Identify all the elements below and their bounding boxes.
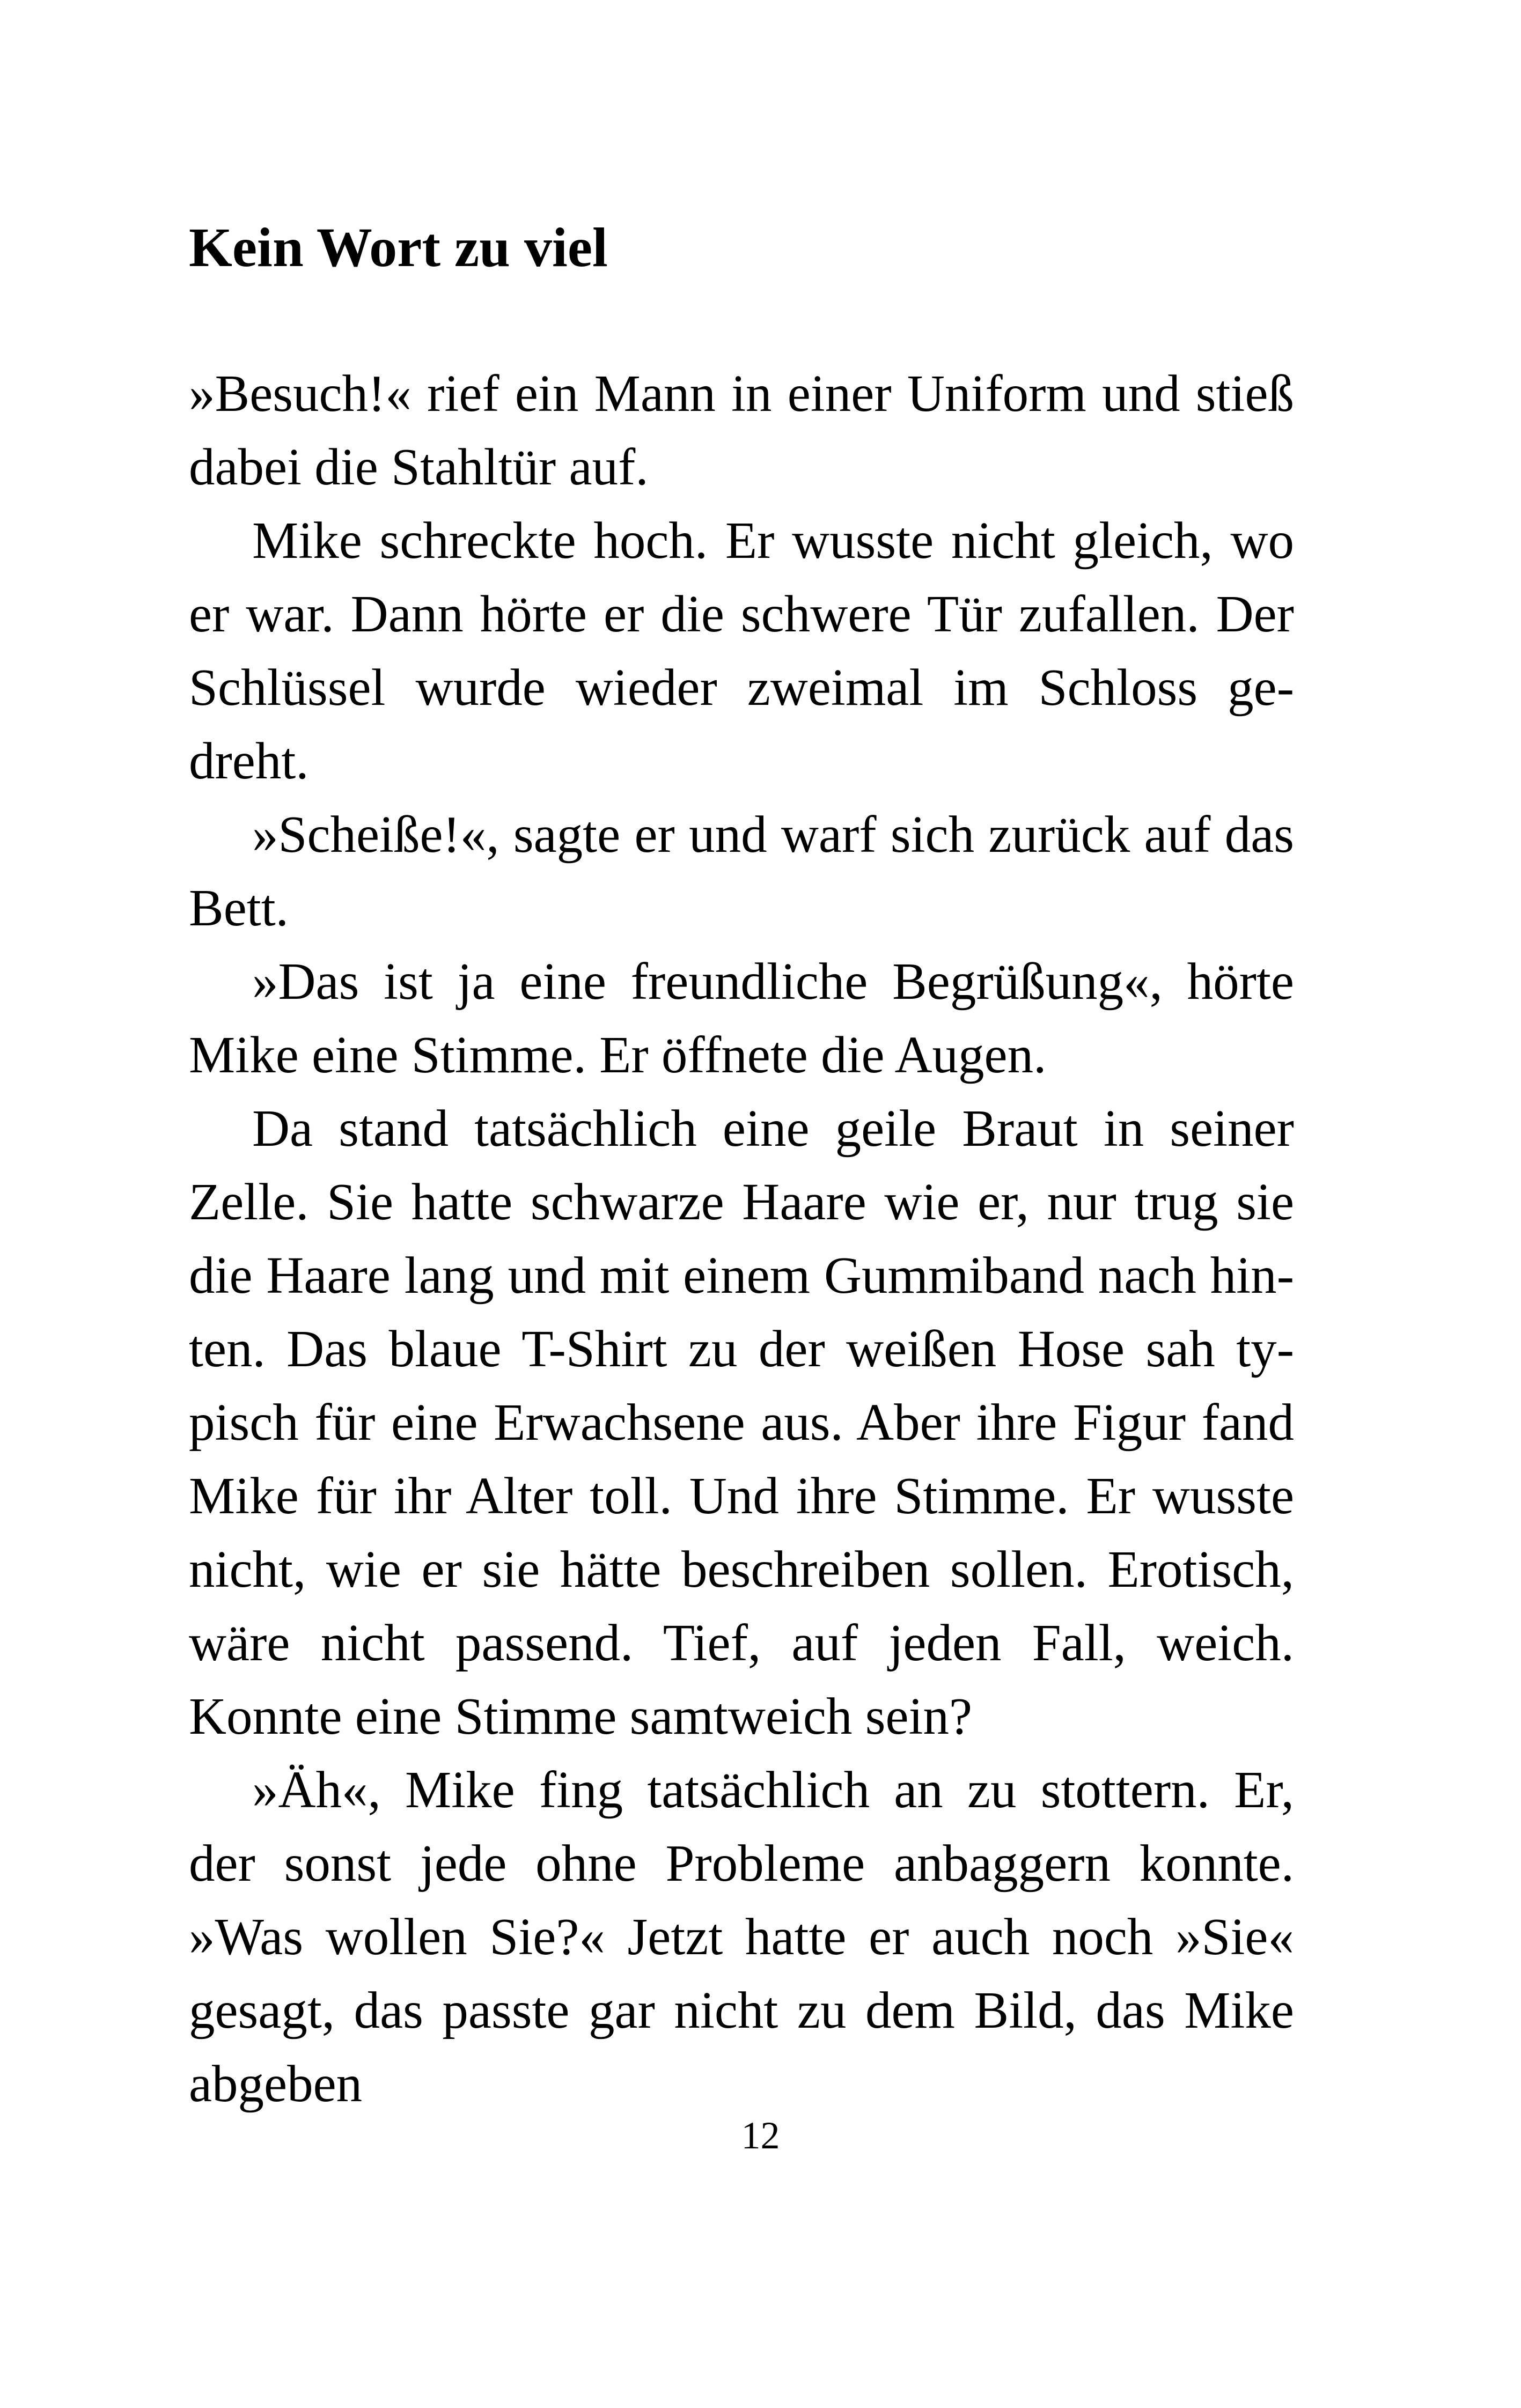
paragraph-1: »Besuch!« rief ein Mann in einer Uniform und stieß dabei die Stahltür auf. (189, 365, 1294, 496)
paragraph-3: »Scheiße!«, sagte er und warf sich zurück auf das Bett. (189, 806, 1294, 937)
paragraph-2: Mike schreckte hoch. Er wusste nicht gleich, wo er war. Dann hörte er die schwere Tür zufallen. Der Schlüssel wurde wieder zweimal im Schloss gedreht. (189, 512, 1294, 790)
body-text (189, 357, 1294, 2120)
paragraph-5: Da stand tatsächlich eine geile Braut in seiner Zelle. Sie hatte schwarze Haare wie er, nur trug sie die Haare lang und mit einem Gummiband nach hinten. Das blaue T-Shirt zu der weißen Hose sah typisch für eine Erwachsene aus. Aber ihre Figur fand Mike für ihr Alter toll. Und ihre Stimme. Er wusste nicht, wie er sie hätte beschreiben sollen. Erotisch, wäre nicht passend. Tief, auf jeden Fall, weich. Konnte eine Stimme samtweich sein? (189, 1100, 1294, 1745)
paragraph-6: »Äh«, Mike fing tatsächlich an zu stottern. Er, der sonst jede ohne Probleme anbaggern konnte. »Was wollen Sie?« Jetzt hatte er auch noch »Sie« gesagt, das passte gar nicht zu dem Bild, das Mike abgeben (189, 1761, 1294, 2112)
chapter-title: Kein Wort zu viel (189, 217, 608, 278)
paragraph-4: »Das ist ja eine freundliche Begrüßung«, hörte Mike eine Stimme. Er öffnete die Augen. (189, 953, 1294, 1084)
page-number: 12 (741, 2114, 780, 2157)
